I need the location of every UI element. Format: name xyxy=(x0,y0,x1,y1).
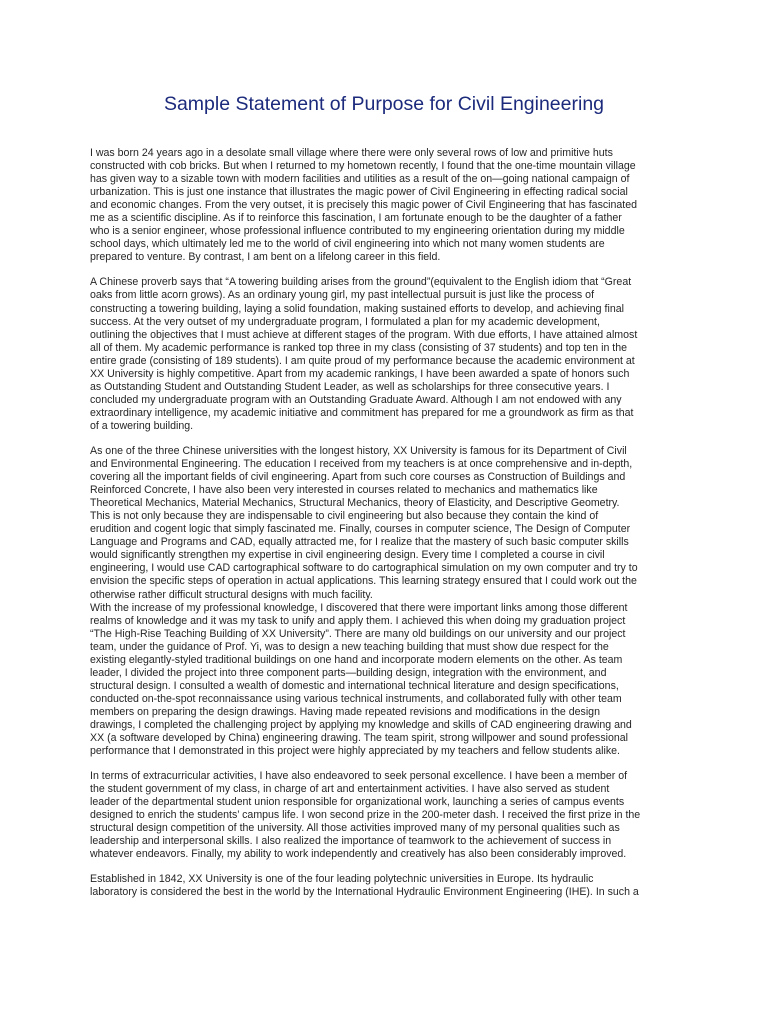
paragraph-line: With the increase of my professional knowledge, I discovered that there were important links among those different xyxy=(90,601,628,614)
paragraph xyxy=(90,445,684,602)
paragraph-line: existing elegantly-styled traditional buildings on one hand and incorporate modern elements on the other. As team xyxy=(90,653,623,666)
paragraph-line: leader, I divided the project into three component parts—building design, integration with the environment, and xyxy=(90,666,607,679)
paragraph-line: has given way to a sizable town with modern facilities and utilities as a result of the on—going national campaign of xyxy=(90,173,630,186)
paragraph-line: This is not only because they are indispensable to civil engineering but also because they contain the kind of xyxy=(90,510,599,523)
paragraph-line: Language and Programs and CAD, equally attracted me, for I realize that the mastery of such basic computer skills xyxy=(90,536,629,549)
document-body xyxy=(90,147,684,912)
paragraph-line: Established in 1842, XX University is one of the four leading polytechnic universities in Europe. Its hydraulic xyxy=(90,873,594,886)
paragraph-line: drawings, I completed the challenging project by applying my knowledge and skills of CAD engineering drawing and xyxy=(90,718,632,731)
paragraph-line: engineering, I would use CAD cartographical software to do cartographical simulation on my own computer and try to xyxy=(90,562,638,575)
paragraph-line: envision the specific steps of operation in actual applications. This learning strategy ensured that I could work out the xyxy=(90,575,637,588)
paragraph-line: me as a scientific discipline. As if to reinforce this fascination, I am fortunate enough to be the daughter of a father xyxy=(90,212,622,225)
paragraph-line: designed to enrich the students’ campus life. I won second prize in the 200-meter dash. I received the first prize in the xyxy=(90,809,641,822)
paragraph-line: constructed with cob bricks. But when I returned to my hometown recently, I found that the one-time mountain village xyxy=(90,160,636,173)
paragraph-line: all of them. My academic performance is ranked top three in my class (consisting of 37 students) and top ten in the xyxy=(90,341,628,354)
paragraph-line: school days, which ultimately led me to the world of civil engineering into which not many women students are xyxy=(90,238,605,251)
paragraph-line: the student government of my class, in charge of art and entertainment activities. I have also served as student xyxy=(90,783,610,796)
paragraph-line: leadership and interpersonal skills. I also realized the importance of teamwork to the achievement of success in xyxy=(90,835,612,848)
paragraph-line: covering all the important fields of civil engineering. Apart from such core courses as Construction of Buildings and xyxy=(90,471,626,484)
paragraph-line: whatever endeavors. Finally, my ability to work independently and creatively has also been considerably improved. xyxy=(90,848,627,861)
paragraph-line: Reinforced Concrete, I have also been very interested in courses related to mechanics and mathematics like xyxy=(90,484,598,497)
paragraph-line: members on preparing the design drawings. Having made repeated revisions and modifications in the design xyxy=(90,705,600,718)
paragraph-line: otherwise rather difficult structural designs with much facility. xyxy=(90,588,373,601)
paragraph-line: success. At the very outset of my undergraduate program, I formulated a plan for my academic development, xyxy=(90,315,600,328)
paragraph-line: prepared to venture. By contrast, I am bent on a lifelong career in this field. xyxy=(90,251,441,264)
paragraph-line: concluded my undergraduate program with an Outstanding Graduate Award. Although I am not endowed with any xyxy=(90,393,622,406)
paragraph-line: performance that I demonstrated in this project were highly appreciated by my teachers and fellow students alike. xyxy=(90,745,620,758)
paragraph-line: erudition and cogent logic that simply fascinated me. Finally, courses in computer science, The Design of Computer xyxy=(90,523,631,536)
paragraph-line: XX University is highly competitive. Apart from my academic rankings, I have been awarded a spate of honors such xyxy=(90,367,630,380)
paragraph-line: XX (a software developed by China) engineering drawing. The team spirit, strong willpower and sound professional xyxy=(90,732,629,745)
paragraph-line: outlining the objectives that I must achieve at different stages of the program. With due efforts, I have attained almost xyxy=(90,328,638,341)
paragraph-line: structural design competition of the university. All those activities improved many of my personal qualities such as xyxy=(90,822,620,835)
paragraph-line: and Environmental Engineering. The education I received from my teachers is at once comprehensive and in-depth, xyxy=(90,458,633,471)
paragraph-line: and economic changes. From the very outset, it is precisely this magic power of Civil Engineering that has fascinated xyxy=(90,199,638,212)
paragraph-line: of a towering building. xyxy=(90,419,194,432)
paragraph-line: I was born 24 years ago in a desolate small village where there were only several rows of low and primitive huts xyxy=(90,147,613,159)
paragraph-line: laboratory is considered the best in the world by the International Hydraulic Environment Engineering (IHE). In such a xyxy=(90,886,639,899)
document-title: Sample Statement of Purpose for Civil Engineering xyxy=(163,93,605,115)
paragraph-line: entire grade (consisting of 189 students). I am quite proud of my performance because the academic environment at xyxy=(90,354,635,367)
paragraph-line: leader of the departmental student union responsible for organizational work, launching a series of campus events xyxy=(90,796,625,809)
paragraph-line: oaks from little acorn grows). As an ordinary young girl, my past intellectual pursuit is just like the process of xyxy=(90,289,595,302)
paragraph-line: structural design. I consulted a wealth of domestic and international technical literature and design specifications, xyxy=(90,679,619,692)
paragraph xyxy=(90,602,684,759)
paragraph xyxy=(90,147,684,264)
paragraph-line: urbanization. This is just one instance that illustrates the magic power of Civil Engineering in effecting radical social xyxy=(90,186,628,199)
paragraph xyxy=(90,873,684,899)
paragraph xyxy=(90,770,684,861)
paragraph-line: As one of the three Chinese universities with the longest history, XX University is famous for its Department of Civil xyxy=(90,444,627,457)
paragraph xyxy=(90,276,684,433)
paragraph-line: who is a senior engineer, whose professional influence contributed to my engineering orientation during my middle xyxy=(90,225,625,238)
paragraph-line: Theoretical Mechanics, Material Mechanics, Structural Mechanics, theory of Elasticity, and Descriptive Geometry. xyxy=(90,497,620,510)
paragraph-line: realms of knowledge and it was my task to unify and apply them. I achieved this when doing my graduation project xyxy=(90,614,626,627)
paragraph-line: as Outstanding Student and Outstanding Student Leader, as well as scholarships for three consecutive years. I xyxy=(90,380,610,393)
paragraph-line: constructing a towering building, laying a solid foundation, making sustained efforts to develop, and achieving final xyxy=(90,302,624,315)
paragraph-line: extraordinary intelligence, my academic initiative and commitment has prepared for me a groundwork as firm as that xyxy=(90,406,634,419)
paragraph-line: conducted on-the-spot reconnaissance using various technical instruments, and collaborated fully with other team xyxy=(90,692,622,705)
paragraph-line: team, under the guidance of Prof. Yi, was to design a new teaching building that must show due respect for the xyxy=(90,640,609,653)
paragraph-line: A Chinese proverb says that “A towering building arises from the ground”(equivalent to the English idiom that “Great xyxy=(90,276,632,289)
paragraph-line: would significantly strengthen my expertise in civil engineering design. Every time I completed a course in civil xyxy=(90,549,605,562)
paragraph-line: “The High-Rise Teaching Building of XX University”. There are many old buildings on our university and our project xyxy=(90,627,626,640)
paragraph-line: In terms of extracurricular activities, I have also endeavored to seek personal excellence. I have been a member of xyxy=(90,770,628,783)
